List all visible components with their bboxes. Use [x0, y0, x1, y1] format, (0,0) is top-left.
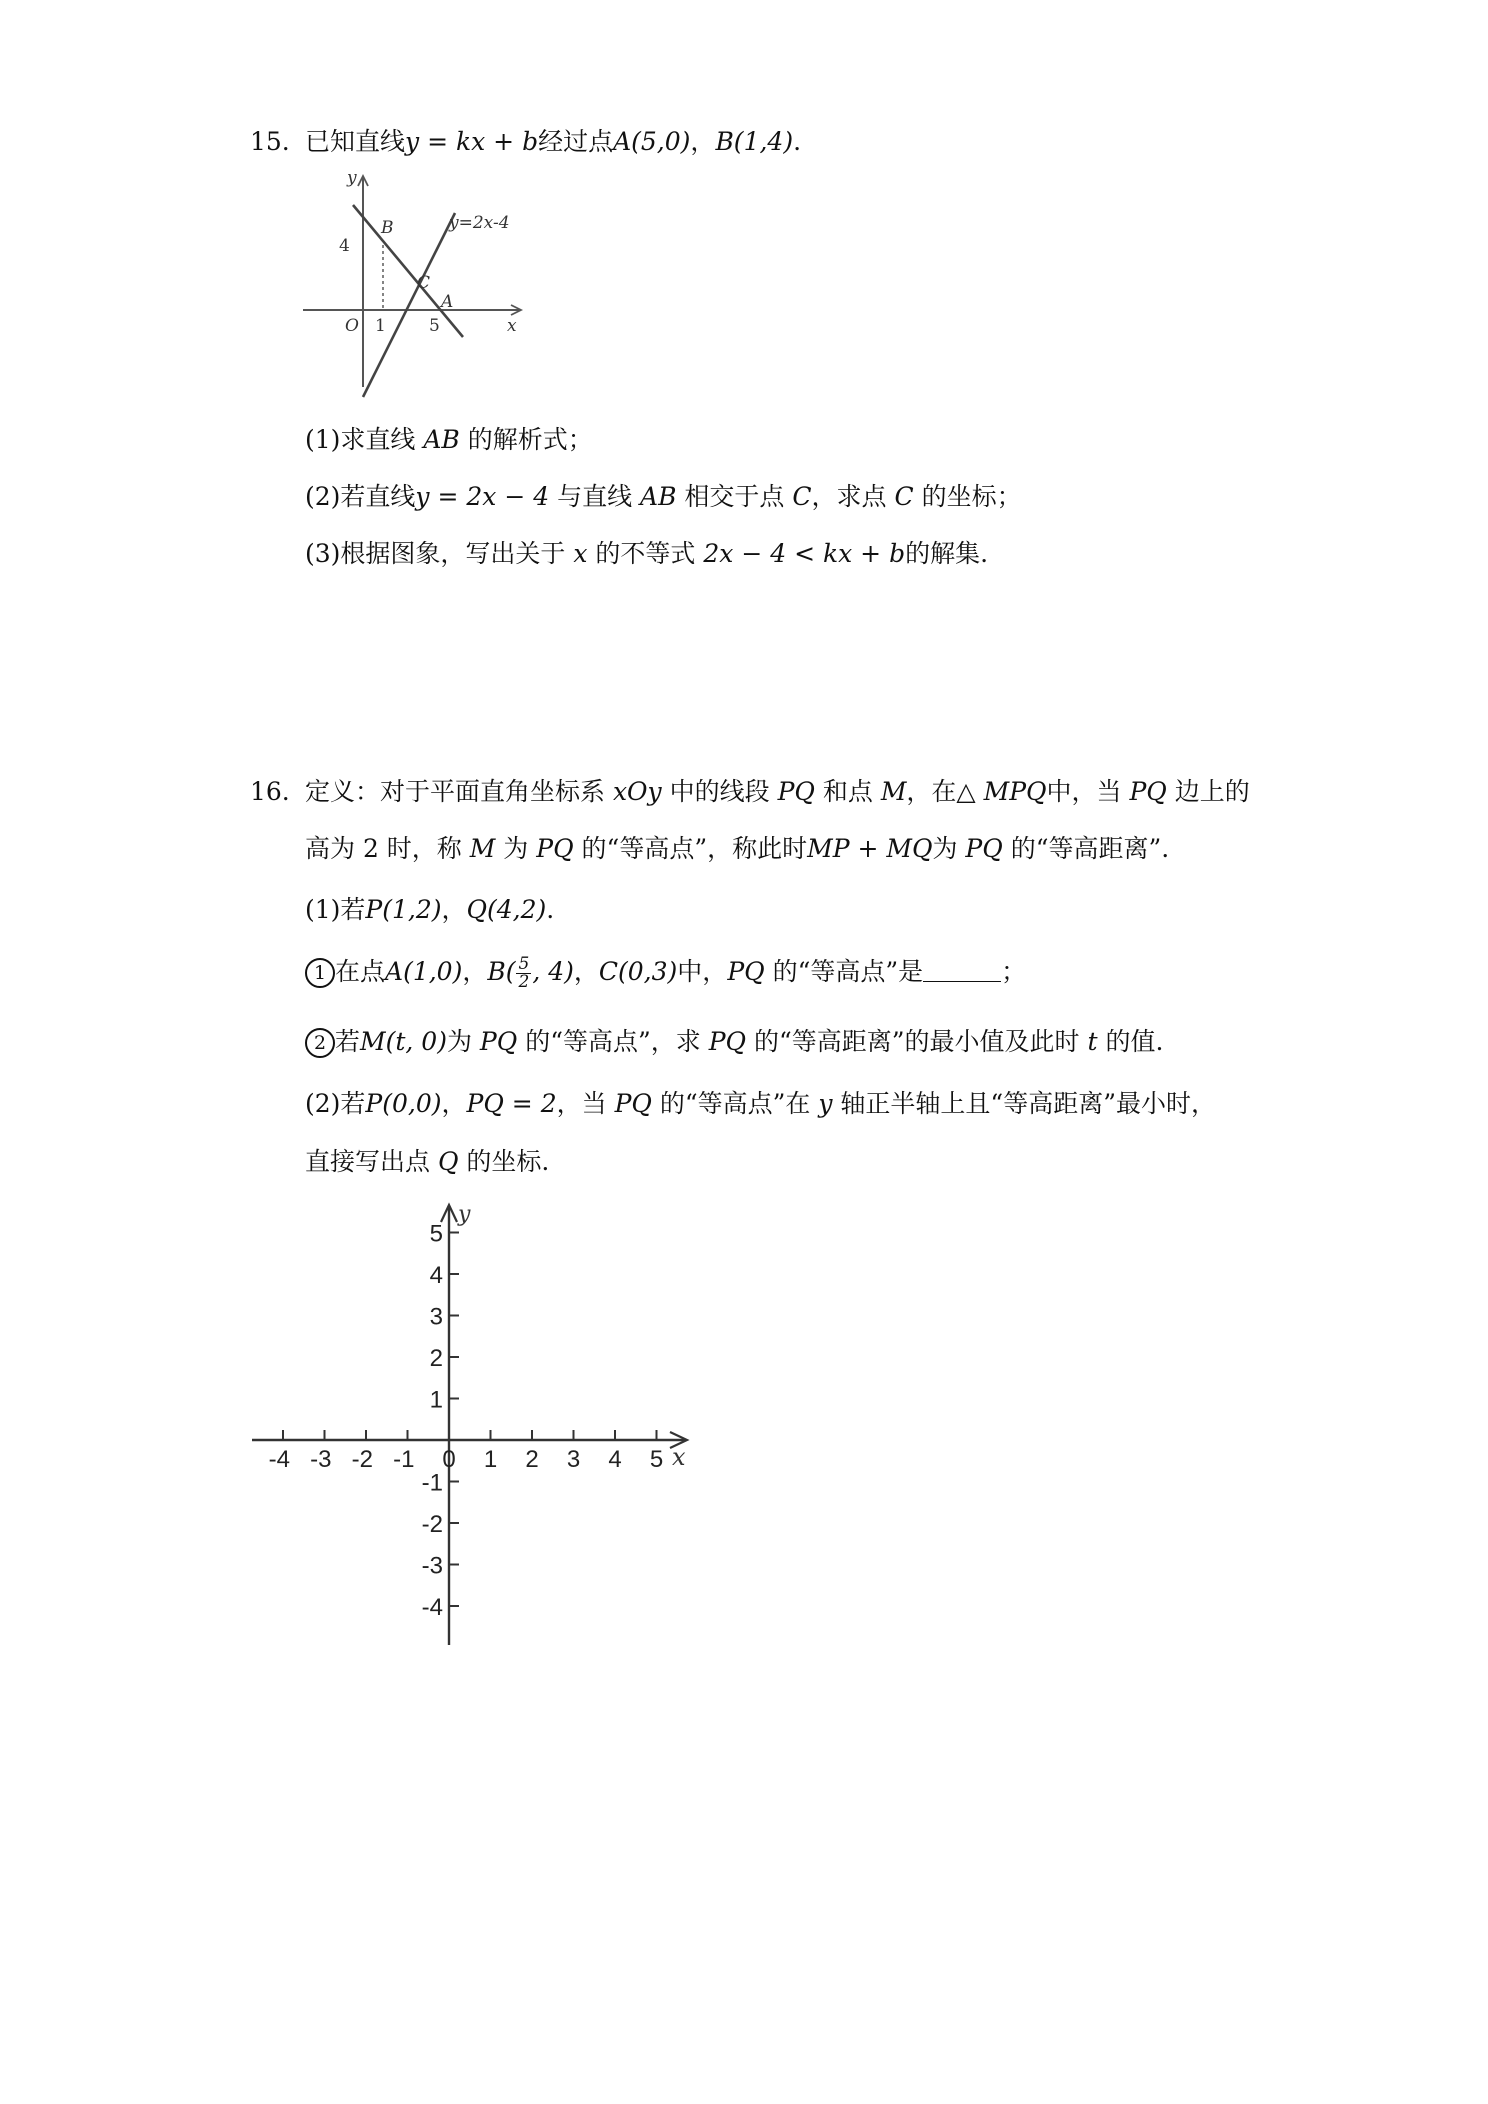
- q15-part-2-text-4: ，求点: [811, 482, 895, 511]
- q15-part-2-c: C: [792, 482, 812, 511]
- q15-part-3-text-2: 的不等式: [587, 539, 704, 568]
- q16-circled-2: [305, 1025, 1163, 1059]
- q16-pq: PQ: [479, 1027, 518, 1056]
- q16-pq: PQ: [965, 834, 1003, 863]
- q15-part-2-c-2: C: [894, 482, 914, 511]
- q15-stem-text-2: 经过点: [538, 127, 614, 156]
- q16-text: (2)若: [305, 1089, 366, 1118]
- q16-text: 的“等高点”是: [764, 957, 924, 986]
- q16-text: 边上的: [1166, 777, 1250, 806]
- q16-definition-line-2: [305, 832, 1169, 866]
- q16-text: ；: [1001, 957, 1027, 986]
- q16-point-b: B(: [487, 957, 516, 986]
- q15-x-label: x: [507, 316, 517, 336]
- q15-line-ab: [353, 205, 463, 337]
- q15-part-1: [305, 423, 593, 457]
- q16-text: 的“等高点”，求: [517, 1027, 709, 1056]
- q16-text: ，: [441, 895, 467, 924]
- q16-pq: PQ: [614, 1089, 652, 1118]
- q15-tick-4: 4: [339, 236, 350, 256]
- q16-mpq: MPQ: [983, 777, 1047, 806]
- q15-tick-5: 5: [429, 316, 440, 336]
- q16-sub-2: [305, 1087, 1216, 1121]
- q16-text: 为: [446, 1027, 480, 1056]
- x-tick-label: -2: [351, 1446, 373, 1473]
- q16-mp-plus-mq: MP + MQ: [807, 834, 933, 863]
- x-tick-label: 1: [483, 1446, 498, 1473]
- fraction-five-halves: [516, 956, 531, 991]
- q15-label-b: B: [381, 218, 394, 238]
- q16-text: 中，当: [1046, 777, 1130, 806]
- q16-xoy: xOy: [612, 777, 662, 806]
- q16-point-b-end: , 4): [532, 957, 574, 986]
- y-tick-label: 1: [429, 1386, 443, 1414]
- x-tick-label: -1: [393, 1446, 415, 1473]
- q16-text: ，当: [556, 1089, 615, 1118]
- q16-definition-line-1: [305, 775, 1250, 809]
- q15-stem-end: .: [793, 127, 802, 156]
- fraction-numerator: 5: [518, 954, 530, 974]
- q15-part-2-text-2: 与直线: [549, 482, 641, 511]
- q15-part-3-text-3: 的解集.: [905, 539, 989, 568]
- q16-text: 轴正半轴上且“等高距离”最小时，: [832, 1089, 1216, 1118]
- y-tick-label: -4: [421, 1594, 443, 1621]
- q15-origin-label: O: [345, 316, 359, 336]
- q15-part-2-text-5: 的坐标；: [913, 482, 1022, 511]
- q16-pq: PQ: [1129, 777, 1167, 806]
- q15-part-3-inequality: 2x − 4 < kx + b: [703, 539, 906, 568]
- q16-text: 高为 2 时，称: [305, 834, 470, 863]
- q16-pq: PQ: [536, 834, 574, 863]
- q15-point-b: B(1,4): [715, 127, 794, 156]
- q16-point-a: A(1,0): [385, 957, 463, 986]
- q16-text: 和点: [814, 777, 881, 806]
- q16-circled-1: [305, 955, 1026, 991]
- q16-point-p: P(1,2): [365, 895, 442, 924]
- q16-x-label: x: [672, 1443, 686, 1471]
- q16-y-label: y: [458, 1202, 471, 1227]
- q16-text: ，: [462, 957, 488, 986]
- q16-point-q: Q(4,2): [466, 895, 547, 924]
- q16-y-ticks: [422, 1221, 459, 1622]
- y-tick-label: 5: [429, 1220, 443, 1248]
- q16-pq-length: PQ = 2: [466, 1089, 557, 1118]
- q16-text: 定义：对于平面直角坐标系: [305, 777, 613, 806]
- q16-number: 16.: [250, 777, 290, 806]
- q15-part-1-text-2: 的解析式；: [459, 425, 593, 454]
- q16-pq: PQ: [777, 777, 815, 806]
- q16-text: 中，: [677, 957, 728, 986]
- x-tick-label: -4: [268, 1446, 290, 1473]
- q16-text: 的坐标.: [458, 1147, 550, 1176]
- q16-text: ，: [573, 957, 599, 986]
- y-tick-label: 2: [429, 1345, 443, 1372]
- q15-stem-text: 已知直线: [305, 127, 406, 156]
- q15-separator: ，: [690, 127, 716, 156]
- q16-text: ，: [441, 1089, 467, 1118]
- q15-part-1-text: (1)求直线: [305, 425, 424, 454]
- q15-y-label: y: [347, 168, 357, 188]
- x-tick-label: 4: [608, 1446, 622, 1473]
- q16-q: Q: [437, 1147, 459, 1176]
- q16-m: M: [469, 834, 496, 863]
- q15-stem: [305, 125, 801, 159]
- x-tick-label: 3: [566, 1446, 581, 1473]
- q16-point-m: M(t, 0): [360, 1027, 447, 1056]
- y-tick-label: -1: [421, 1469, 443, 1497]
- x-tick-label: -3: [310, 1446, 332, 1473]
- q15-label-a: A: [441, 292, 454, 312]
- q15-label-c: C: [417, 273, 431, 293]
- q16-pq: PQ: [708, 1027, 747, 1056]
- q15-part-2-ab: AB: [640, 482, 677, 511]
- q16-sub-2-line-2: [305, 1145, 549, 1179]
- q16-text: 的“等高距离”的最小值及此时: [746, 1027, 1088, 1056]
- y-tick-label: -2: [421, 1511, 443, 1538]
- x-tick-label: 2: [525, 1446, 539, 1473]
- q15-part-2-eq: y = 2x − 4: [415, 482, 550, 511]
- q15-tick-1: 1: [375, 316, 386, 336]
- q16-sub-1: [305, 893, 554, 927]
- q15-part-3-x: x: [573, 539, 588, 568]
- fraction-denominator: 2: [518, 972, 530, 992]
- q15-part-3: [305, 537, 988, 571]
- q16-text: 为: [495, 834, 537, 863]
- x-tick-label: 5: [649, 1446, 664, 1473]
- x-tick-label: 0: [442, 1446, 456, 1473]
- q16-text: 在点: [335, 957, 386, 986]
- q15-part-2-text-3: 相交于点: [676, 482, 793, 511]
- q15-line-equation: y = kx + b: [405, 127, 539, 156]
- q16-text: (1)若: [305, 895, 366, 924]
- q15-part-3-text: (3)根据图象，写出关于: [305, 539, 574, 568]
- q15-number: 15.: [250, 127, 290, 156]
- q16-text: 的值.: [1097, 1027, 1164, 1056]
- q15-part-1-ab: AB: [423, 425, 460, 454]
- q16-t: t: [1087, 1027, 1098, 1056]
- q16-text: 为: [932, 834, 966, 863]
- q15-point-a: A(5,0): [613, 127, 691, 156]
- q16-text: ，在△: [906, 777, 984, 806]
- y-tick-label: -3: [421, 1552, 443, 1580]
- y-tick-label: 4: [429, 1262, 443, 1289]
- q15-part-2-text: (2)若直线: [305, 482, 416, 511]
- q15-figure: [295, 165, 535, 405]
- q16-text: 的“等高点”，称此时: [573, 834, 808, 863]
- q15-part-2: [305, 480, 1022, 514]
- q16-text: 中的线段: [661, 777, 778, 806]
- q16-m: M: [880, 777, 907, 806]
- y-tick-label: 3: [429, 1303, 443, 1331]
- q16-x-ticks: [269, 1430, 664, 1473]
- q16-text: 直接写出点: [305, 1147, 438, 1176]
- q16-text: 的“等高点”在: [651, 1089, 819, 1118]
- q15-line-label: y=2x-4: [449, 213, 510, 233]
- q16-point-c: C(0,3): [598, 957, 678, 986]
- circled-number-1: 1: [305, 958, 335, 988]
- q16-text: 若: [335, 1027, 361, 1056]
- q16-y: y: [818, 1089, 833, 1118]
- q16-coordinate-grid: [240, 1195, 710, 1645]
- q16-point-p: P(0,0): [365, 1089, 442, 1118]
- circled-number-2: 2: [305, 1028, 335, 1058]
- q16-text: .: [546, 895, 555, 924]
- q16-text: 的“等高距离”.: [1002, 834, 1170, 863]
- q16-pq: PQ: [727, 957, 765, 986]
- answer-blank[interactable]: [923, 959, 1001, 982]
